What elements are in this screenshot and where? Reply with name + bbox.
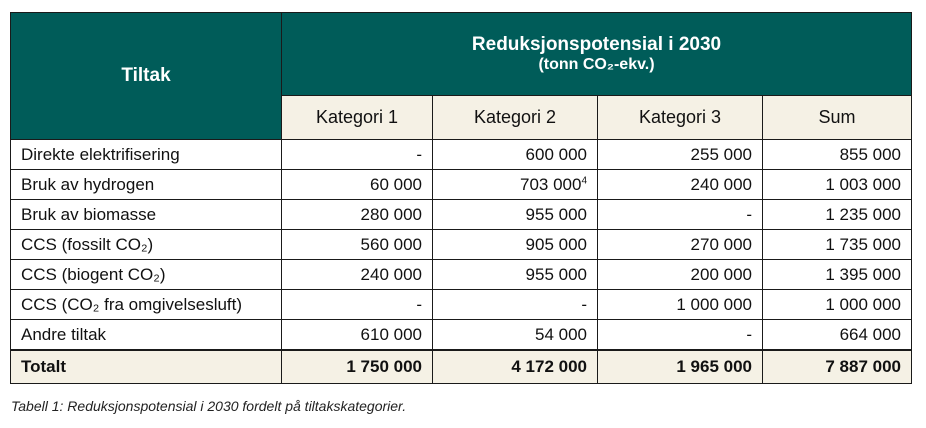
cell-kategori-2 <box>433 200 598 230</box>
cell-kategori-3-value: - <box>746 204 752 224</box>
cell-kategori-2-value: 955 000 <box>525 264 587 284</box>
total-kategori-1-value: 1 750 000 <box>346 357 422 376</box>
cell-kategori-1 <box>282 140 433 170</box>
row-label-value: Andre tiltak <box>21 324 107 344</box>
cell-kategori-3 <box>598 290 763 320</box>
reduction-table <box>10 12 912 384</box>
table-row <box>11 140 912 170</box>
row-label <box>11 320 282 351</box>
total-label-value: Totalt <box>21 357 67 376</box>
cell-kategori-1-value: 280 000 <box>360 204 422 224</box>
cell-kategori-2-value: 703 000 <box>519 174 582 194</box>
tiltak-header: Tiltak <box>11 13 282 140</box>
row-label <box>11 230 282 260</box>
total-kategori-1 <box>282 350 433 384</box>
row-label <box>11 140 282 170</box>
cell-kategori-3-value: 240 000 <box>690 174 752 194</box>
cell-sum <box>763 320 912 351</box>
cell-kategori-2 <box>433 170 598 200</box>
row-label-value: Direkte elektrifisering <box>21 144 180 164</box>
col-header-kategori-3: Kategori 3 <box>598 96 763 140</box>
row-label-value: Bruk av hydrogen <box>21 174 155 194</box>
cell-sum-value: 664 000 <box>839 324 902 344</box>
col-header-kategori-2: Kategori 2 <box>433 96 598 140</box>
cell-sum <box>763 200 912 230</box>
total-kategori-3-value: 1 965 000 <box>676 357 752 376</box>
cell-kategori-1 <box>282 290 433 320</box>
cell-kategori-1 <box>282 170 433 200</box>
cell-kategori-3-value: 200 000 <box>690 264 752 284</box>
cell-sum <box>763 170 912 200</box>
cell-sum <box>763 140 912 170</box>
row-label <box>11 260 282 290</box>
cell-kategori-2 <box>433 230 598 260</box>
table-row <box>11 200 912 230</box>
cell-kategori-2-value: 955 000 <box>525 204 587 224</box>
total-sum <box>763 350 912 384</box>
cell-kategori-3-value: 255 000 <box>690 144 752 164</box>
total-kategori-2 <box>433 350 598 384</box>
cell-kategori-1-value: 560 000 <box>360 234 422 254</box>
cell-kategori-1-value: - <box>416 144 422 164</box>
table-body <box>11 140 912 384</box>
cell-kategori-1 <box>282 230 433 260</box>
total-kategori-3 <box>598 350 763 384</box>
table-caption: Tabell 1: Reduksjonspotensial i 2030 fordelt på tiltakskategorier. <box>11 398 407 414</box>
table-row <box>11 170 912 200</box>
cell-kategori-3 <box>598 140 763 170</box>
cell-kategori-3 <box>598 200 763 230</box>
cell-kategori-2-value: - <box>581 294 587 314</box>
cell-kategori-1-value: - <box>416 294 422 314</box>
col-header-sum: Sum <box>763 96 912 140</box>
cell-kategori-2 <box>433 140 598 170</box>
row-label <box>11 200 282 230</box>
cell-kategori-1 <box>282 320 433 351</box>
total-label <box>11 350 282 384</box>
cell-sum-value: 1 000 000 <box>825 294 902 314</box>
cell-kategori-3 <box>598 320 763 351</box>
row-label <box>11 290 282 320</box>
cell-kategori-1-value: 240 000 <box>360 264 422 284</box>
col-header-kategori-1: Kategori 1 <box>282 96 433 140</box>
total-sum-value: 7 887 000 <box>825 357 902 376</box>
table-row <box>11 320 912 351</box>
cell-sum-value: 1 003 000 <box>825 174 902 194</box>
footnote-marker: 4 <box>581 174 587 186</box>
row-label-value: CCS (biogent CO₂) <box>21 264 166 284</box>
header-title: Reduksjonspotensial i 2030 <box>471 34 722 55</box>
row-label <box>11 170 282 200</box>
cell-kategori-3-value: - <box>746 324 752 344</box>
cell-sum-value: 855 000 <box>839 144 902 164</box>
cell-kategori-3 <box>598 230 763 260</box>
header-unit: (tonn CO₂-ekv.) <box>538 56 655 73</box>
table-row <box>11 290 912 320</box>
row-label-value: CCS (CO₂ fra omgivelsesluft) <box>21 294 243 314</box>
cell-kategori-3 <box>598 170 763 200</box>
cell-kategori-3-value: 270 000 <box>690 234 752 254</box>
cell-sum <box>763 230 912 260</box>
cell-kategori-2-value: 54 000 <box>535 324 587 344</box>
cell-sum <box>763 260 912 290</box>
cell-kategori-1-value: 610 000 <box>360 324 422 344</box>
total-row <box>11 350 912 384</box>
cell-kategori-2-value: 905 000 <box>525 234 587 254</box>
cell-kategori-1-value: 60 000 <box>370 174 422 194</box>
cell-kategori-3-value: 1 000 000 <box>676 294 752 314</box>
main-header <box>282 13 912 96</box>
row-label-value: Bruk av biomasse <box>21 204 157 224</box>
table-row <box>11 260 912 290</box>
cell-kategori-2 <box>433 260 598 290</box>
cell-kategori-2 <box>433 320 598 351</box>
cell-kategori-2-value: 600 000 <box>525 144 587 164</box>
cell-kategori-1 <box>282 260 433 290</box>
table-container <box>10 12 911 384</box>
row-label-value: CCS (fossilt CO₂) <box>21 234 154 254</box>
total-kategori-2-value: 4 172 000 <box>511 357 587 376</box>
cell-sum-value: 1 395 000 <box>825 264 902 284</box>
cell-sum-value: 1 735 000 <box>825 234 902 254</box>
table-row <box>11 230 912 260</box>
cell-kategori-3 <box>598 260 763 290</box>
cell-kategori-2 <box>433 290 598 320</box>
cell-sum-value: 1 235 000 <box>825 204 902 224</box>
cell-sum <box>763 290 912 320</box>
cell-kategori-1 <box>282 200 433 230</box>
